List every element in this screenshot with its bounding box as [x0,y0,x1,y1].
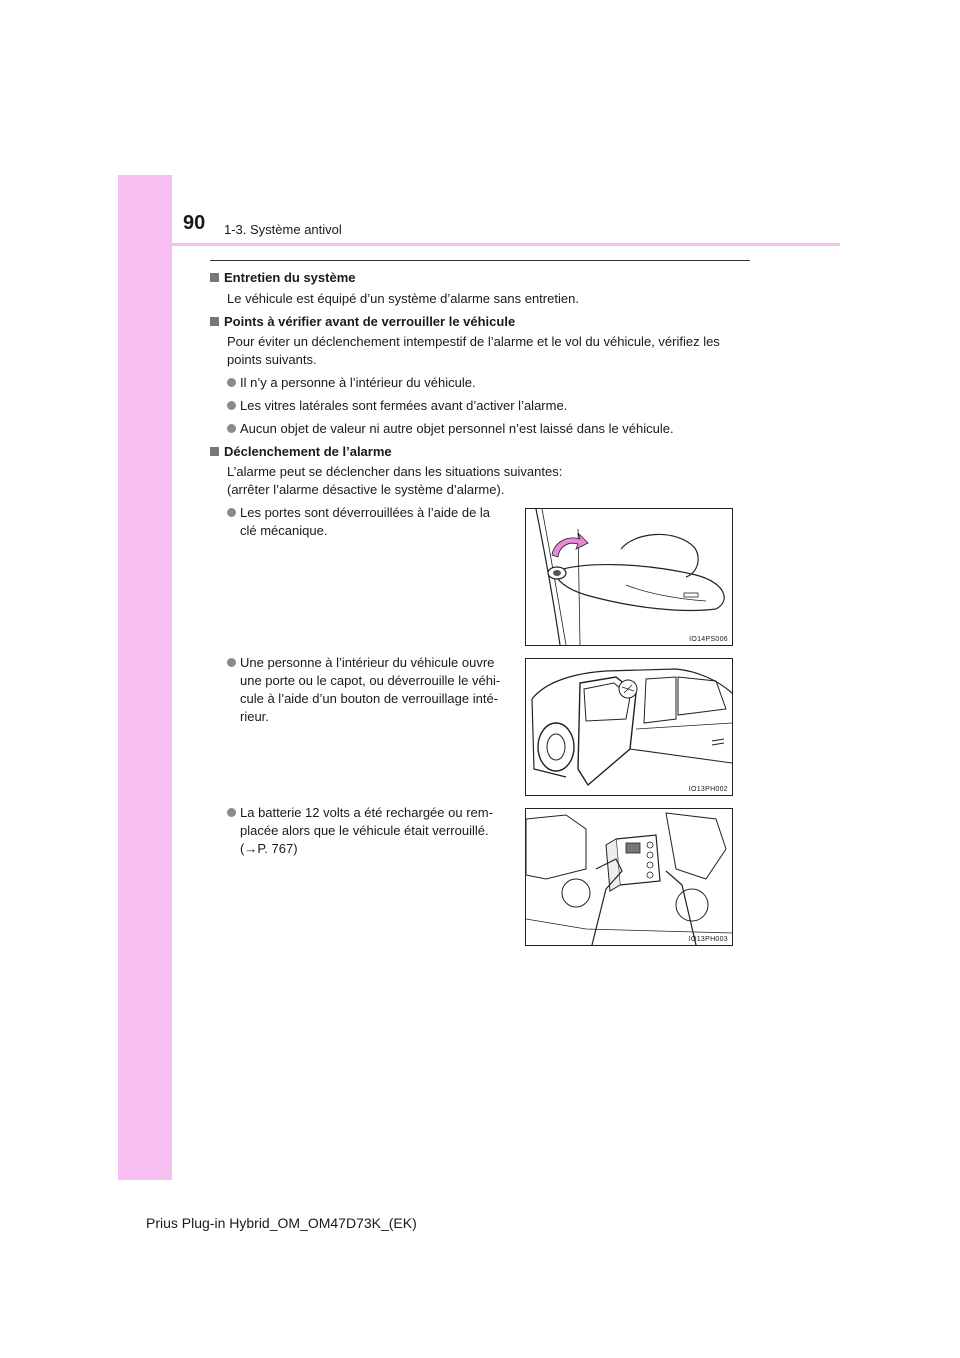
figure-id: IO13PH002 [688,786,728,793]
declenchement-text-line-1: L’alarme peut se déclencher dans les situations suivantes: [227,464,563,479]
figure-id: IO14PS006 [689,636,728,643]
header-rule [118,243,840,246]
figure-door-key [525,508,733,646]
round-bullet-icon [227,401,236,410]
heading-entretien: Entretien du système [210,270,356,285]
figure-door-open [525,658,733,796]
points-bullet-3: Aucun objet de valeur ni autre objet personnel n’est laissé dans le véhicule. [227,420,674,438]
declenchement-bullet-2: Une personne à l’intérieur du véhicule ouvre une porte ou le capot, ou déverrouille le véhi- cule à l’aide d’un bouton de verrouillage inté- rieur. [227,654,513,726]
figure-battery [525,808,733,946]
square-bullet-icon [210,447,219,456]
points-bullet-1: Il n’y a personne à l’intérieur du véhicule. [227,374,476,392]
round-bullet-icon [227,424,236,433]
side-tab [118,175,172,1180]
round-bullet-icon [227,808,236,817]
points-bullet-2: Les vitres latérales sont fermées avant d’activer l’alarme. [227,397,567,415]
figure-id: IO13PH003 [688,936,728,943]
content-rule [210,260,750,261]
footer-text: Prius Plug-in Hybrid_OM_OM47D73K_(EK) [146,1215,417,1231]
heading-points: Points à vérifier avant de verrouiller le véhicule [210,314,515,329]
page-number: 90 [183,212,206,234]
round-bullet-icon [227,658,236,667]
square-bullet-icon [210,317,219,326]
entretien-text: Le véhicule est équipé d’un système d’alarme sans entretien. [227,291,579,306]
points-text-line-2: points suivants. [227,352,317,367]
heading-declenchement: Déclenchement de l’alarme [210,444,392,459]
section-title: 1-3. Système antivol [224,222,342,237]
square-bullet-icon [210,273,219,282]
declenchement-text-line-2: (arrêter l’alarme désactive le système d’alarme). [227,482,505,497]
declenchement-bullet-1: Les portes sont déverrouillées à l’aide de la clé mécanique. [227,504,513,540]
round-bullet-icon [227,378,236,387]
round-bullet-icon [227,508,236,517]
declenchement-bullet-3: La batterie 12 volts a été rechargée ou rem- placée alors que le véhicule était verrouillé. (→P. 767) [227,804,513,858]
points-text-line-1: Pour éviter un déclenchement intempestif de l’alarme et le vol du véhicule, vérifiez les [227,334,720,349]
